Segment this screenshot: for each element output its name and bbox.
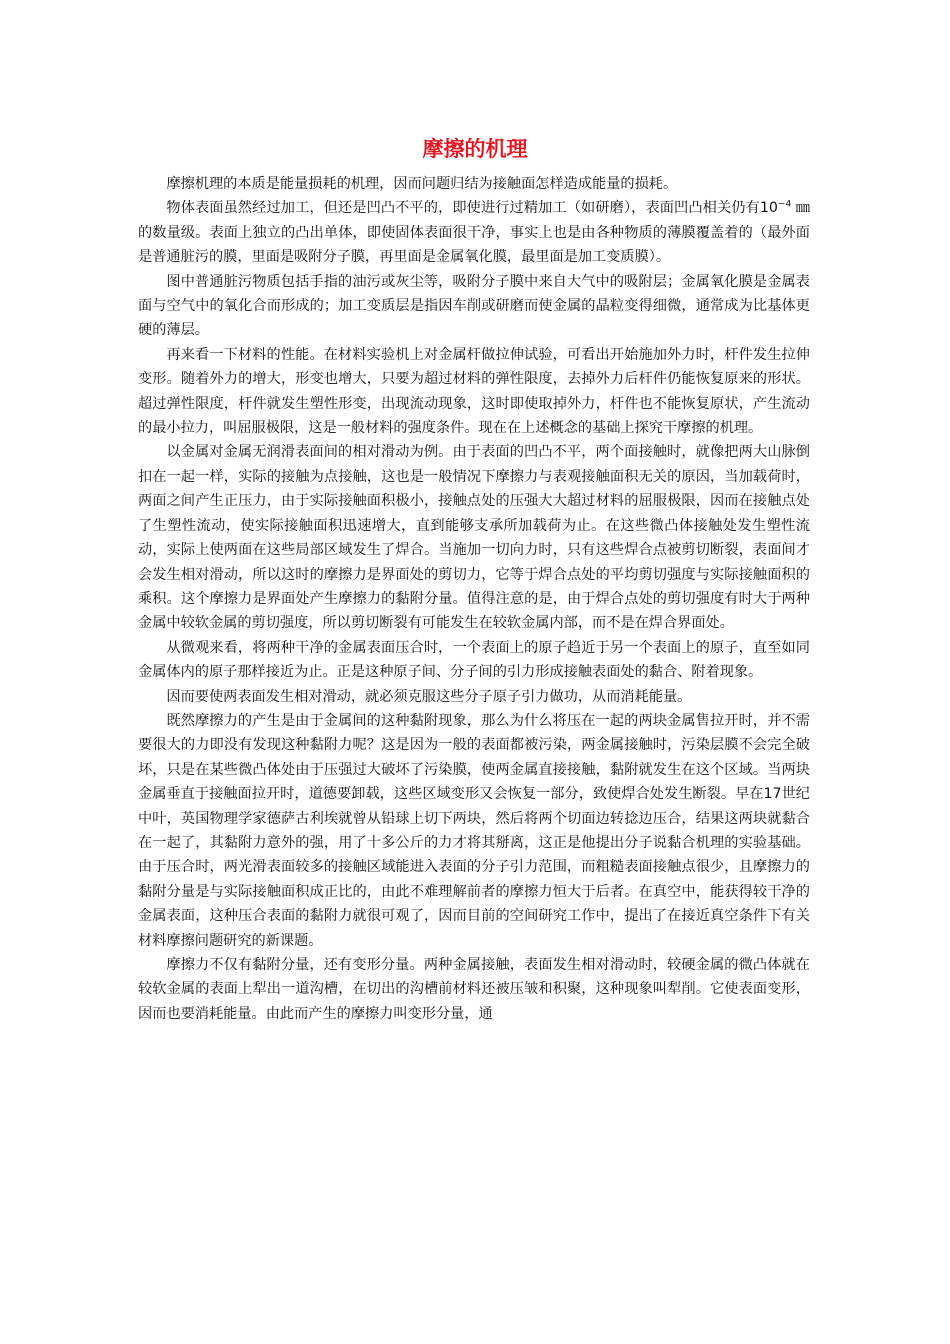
paragraph-8: 既然摩擦力的产生是由于金属间的这种黏附现象，那么为什么将压在一起的两块金属售拉开时，并不需要很大的力即没有发现这种黏附力呢？这是因为一般的表面都被污染，两金属接触时，污染层膜不会完全破坏，只是在某些微凸体处由于压强过大破坏了污染膜，使两金属直接接触，黏附就发生在这个区域。当两块金属垂直于接触面拉开时，道德要卸载，这些区域变形又会恢复一部分，致使焊合处发生断裂。早在17世纪中叶，英国物理学家德萨古利埃就曾从铅球上切下两块，然后将两个切面边转捻边压合，结果这两块就黏合在一起了，其黏附力意外的强，用了十多公斤的力才将其掰离，这正是他提出分子说黏合机理的实验基础。由于压合时，两光滑表面较多的接触区域能进入表面的分子引力范围，而粗糙表面接触点很少，且摩擦力的黏附分量是与实际接触面积成正比的，由此不难理解前者的摩擦力恒大于后者。在真空中，能获得较干净的金属表面，这种压合表面的黏附力就很可观了，因而目前的空间研究工作中，提出了在接近真空条件下有关材料摩擦问题研究的新课题。 bbox=[138, 712, 810, 949]
paragraph-5: 以金属对金属无润滑表面间的相对滑动为例。由于表面的凹凸不平，两个面接触时，就像把两大山脉倒扣在一起一样，实际的接触为点接触，这也是一般情况下摩擦力与表观接触面积无关的原因，当加载荷时，两面之间产生正压力，由于实际接触面积极小，接触点处的压强大大超过材料的屈服极限，因而在接触点处了生塑性流动，使实际接触面积迅速增大，直到能够支承所加载荷为止。在这些微凸体接触处发生塑性流动，实际上使两面在这些局部区域发生了焊合。当施加一切向力时，只有这些焊合点被剪切断裂，表面间才会发生相对滑动，所以这时的摩擦力是界面处的剪切力，它等于焊合点处的平均剪切强度与实际接触面积的乘积。这个摩擦力是界面处产生摩擦力的黏附分量。值得注意的是，由于焊合点处的剪切强度有时大于两种金属中较软金属的剪切强度，所以剪切断裂有可能发生在较软金属内部，而不是在焊合界面处。 bbox=[138, 444, 810, 632]
paragraph-4: 再来看一下材料的性能。在材料实验机上对金属杆做拉伸试验，可看出开始施加外力时，杆件发生拉伸变形。随着外力的增大，形变也增大，只要为超过材料的弹性限度，去掉外力后杆件仍能恢复原来的形状。超过弹性限度，杆件就发生塑性形变，出现流动现象，这时即使取掉外力，杆件也不能恢复原状，产生流动的最小拉力，叫屈服极限，这是一般材料的强度条件。现在在上述概念的基础上探究干摩擦的机理。 bbox=[138, 346, 810, 437]
paragraph-6: 从微观来看，将两种干净的金属表面压合时，一个表面上的原子趋近于另一个表面上的原子，直至如同金属体内的原子那样接近为止。正是这种原子间、分子间的引力形成接触表面处的黏合、附着现象。 bbox=[138, 639, 810, 681]
page-title: 摩擦的机理 bbox=[422, 137, 528, 161]
paragraph-9: 摩擦力不仅有黏附分量，还有变形分量。两种金属接触，表面发生相对滑动时，较硬金属的微凸体就在较软金属的表面上犁出一道沟槽，在切出的沟槽前材料还被压皱和积聚，这种现象叫犁削。它使表面变形，因而也要消耗能量。由此而产生的摩擦力叫变形分量，通 bbox=[138, 957, 810, 1022]
article-body bbox=[138, 172, 810, 1026]
paragraph-7: 因而要使两表面发生相对滑动，就必须克服这些分子原子引力做功，从而消耗能量。 bbox=[166, 688, 692, 705]
paragraph-2-text-a: 物体表面虽然经过加工，但还是凹凸不平的，即使进行过精加工（如研磨），表面凹凸相关仍有10 bbox=[166, 200, 778, 217]
exponent: −4 bbox=[777, 199, 792, 210]
paragraph-2 bbox=[138, 196, 810, 269]
paragraph-1: 摩擦机理的本质是能量损耗的机理，因而问题归结为接触面怎样造成能量的损耗。 bbox=[166, 176, 678, 192]
paragraph-2-text-b: ㎜的数量级。表面上独立的凸出单体，即使固体表面很干净，事实上也是由各种物质的薄膜覆盖着的（最外面是普通脏污的膜，里面是吸附分子膜，再里面是金属氧化膜，最里面是加工变质膜）。 bbox=[138, 200, 810, 266]
paragraph-3: 图中普通脏污物质包括手指的油污或灰尘等，吸附分子膜中来自大气中的吸附层；金属氧化膜是金属表面与空气中的氧化合而形成的；加工变质层是指因车削或研磨而使金属的晶粒变得细微，通常成为比基体更硬的薄层。 bbox=[138, 273, 810, 339]
